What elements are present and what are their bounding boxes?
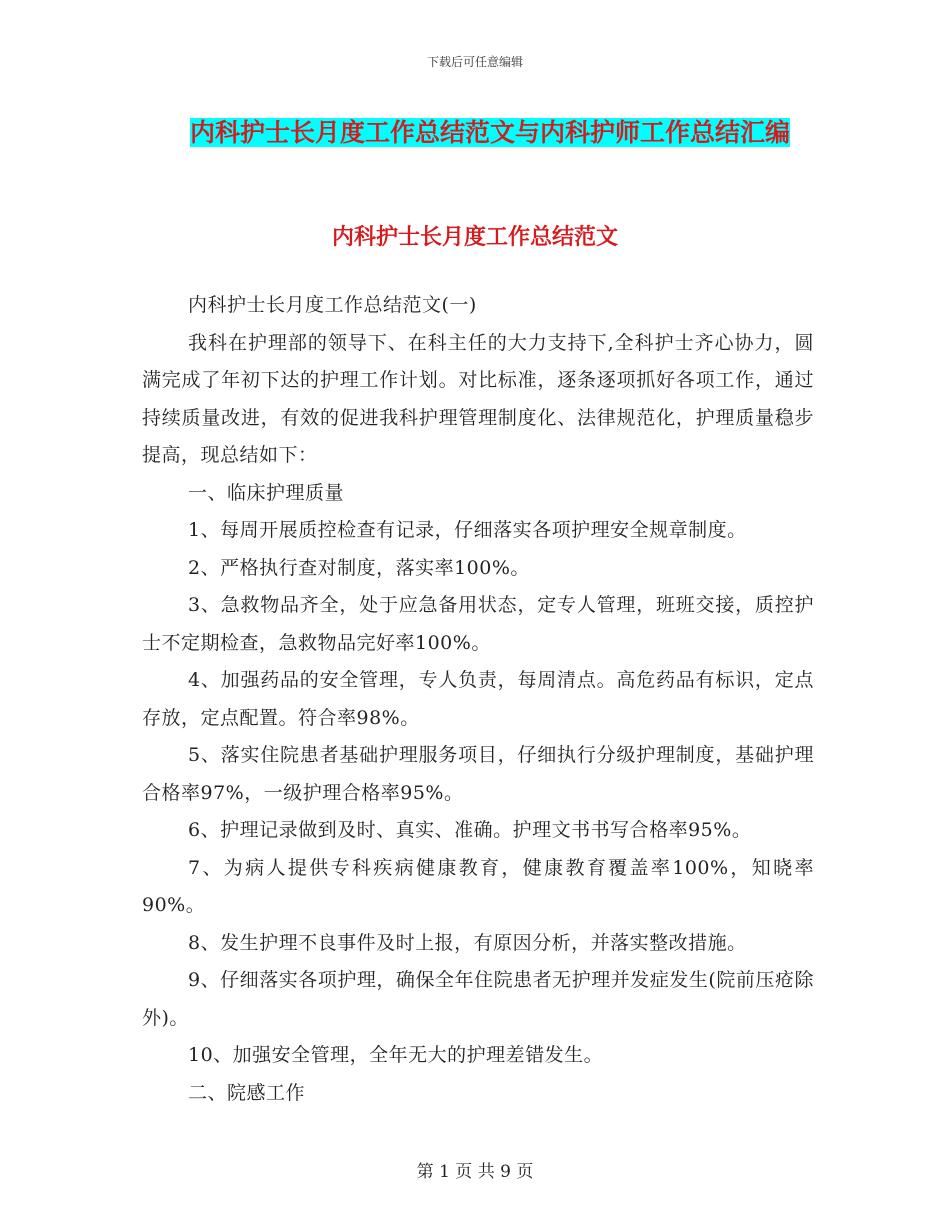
- list-item: 9、仔细落实各项护理，确保全年住院患者无护理并发症发生(院前压疮除外)。: [142, 969, 814, 1029]
- section-title: 内科护士长月度工作总结范文: [331, 225, 618, 250]
- paragraph-subtitle: 内科护士长月度工作总结范文(一): [188, 294, 477, 316]
- list-item: 8、发生护理不良事件及时上报，有原因分析，并落实整改措施。: [188, 931, 747, 954]
- heading-infection-control: 二、院感工作: [188, 1081, 306, 1104]
- list-item: 10、加强安全管理，全年无大的护理差错发生。: [188, 1044, 604, 1066]
- list-item: 3、急救物品齐全，处于应急备用状态，定专人管理，班班交接，质控护士不定期检查，急救物品完好率100%。: [142, 594, 814, 654]
- body-text: [142, 287, 814, 1112]
- list-item: 6、护理记录做到及时、真实、准确。护理文书书写合格率95%。: [188, 819, 752, 841]
- header-note: 下载后可任意编辑: [426, 55, 523, 69]
- list-item: 1、每周开展质控检查有记录，仔细落实各项护理安全规章制度。: [188, 519, 747, 541]
- document-title: [140, 110, 840, 156]
- list-item: 4、加强药品的安全管理，专人负责，每周清点。高危药品有标识，定点存放，定点配置。符合率98%。: [142, 669, 814, 729]
- list-item: 2、严格执行查对制度，落实率100%。: [188, 556, 530, 579]
- heading-clinical-quality: 一、临床护理质量: [188, 481, 345, 504]
- list-item: 5、落实住院患者基础护理服务项目，仔细执行分级护理制度，基础护理合格率97%，一级护理合格率95%。: [142, 744, 814, 804]
- list-item: 7、为病人提供专科疾病健康教育，健康教育覆盖率100%，知晓率90%。: [142, 856, 814, 916]
- paragraph-intro: 我科在护理部的领导下、在科主任的大力支持下,全科护士齐心协力，圆满完成了年初下达的护理工作计划。对比标准，逐条逐项抓好各项工作，通过持续质量改进，有效的促进我科护理管理制度化、法律规范化，护理质量稳步提高，现总结如下：: [142, 331, 814, 466]
- page-number: 第 1 页 共 9 页: [416, 1162, 534, 1182]
- document-title-text: 内科护士长月度工作总结范文与内科护师工作总结汇编: [189, 118, 790, 147]
